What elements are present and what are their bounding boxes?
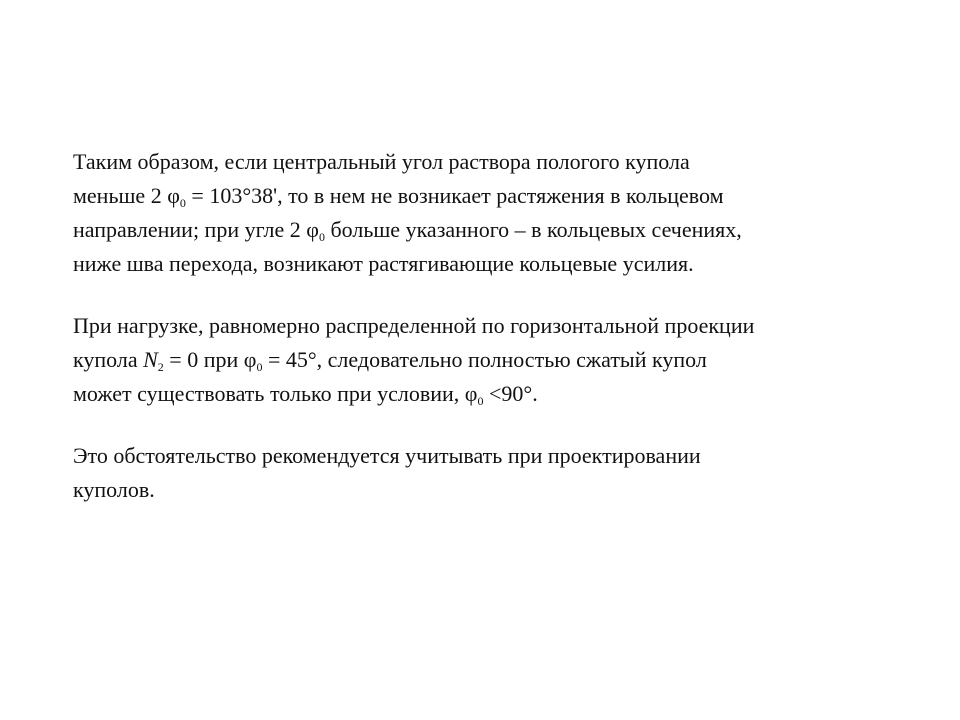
paragraph-1-line-3 [73, 213, 913, 247]
text-fragment: направлении; при угле 2 φ [73, 217, 319, 242]
subscript: 0 [318, 230, 325, 244]
paragraph-1-line-4: ниже шва перехода, возникают растягивающие кольцевые усилия. [73, 251, 694, 276]
paragraph-3 [73, 439, 913, 507]
paragraph-2-line-3 [73, 377, 913, 411]
text-fragment: <90°. [483, 381, 538, 406]
text-fragment: может существовать только при условии, φ [73, 381, 478, 406]
paragraph-1 [73, 145, 913, 281]
subscript: 0 [477, 394, 484, 408]
paragraph-2 [73, 309, 913, 411]
subscript: 2 [157, 360, 164, 374]
paragraph-2-line-1: При нагрузке, равномерно распределенной по горизонтальной проекции [73, 313, 755, 338]
paragraph-3-line-2: куполов. [73, 477, 155, 502]
text-fragment: купола [73, 347, 144, 372]
paragraph-1-line-1: Таким образом, если центральный угол раствора пологого купола [73, 149, 690, 174]
paragraph-2-line-2 [73, 343, 913, 377]
text-fragment: = 103°38', то в нем не возникает растяжения в кольцевом [185, 183, 724, 208]
variable-n: N [143, 347, 158, 372]
text-fragment: = 45°, следовательно полностью сжатый купол [262, 347, 707, 372]
text-fragment: меньше 2 φ [73, 183, 180, 208]
text-fragment: больше указанного – в кольцевых сечениях, [324, 217, 742, 242]
subscript: 0 [256, 360, 263, 374]
text-fragment: = 0 при φ [163, 347, 257, 372]
paragraph-3-line-1: Это обстоятельство рекомендуется учитывать при проектировании [73, 443, 701, 468]
text-block [73, 145, 913, 507]
subscript: 0 [179, 196, 186, 210]
paragraph-1-line-2 [73, 179, 913, 213]
